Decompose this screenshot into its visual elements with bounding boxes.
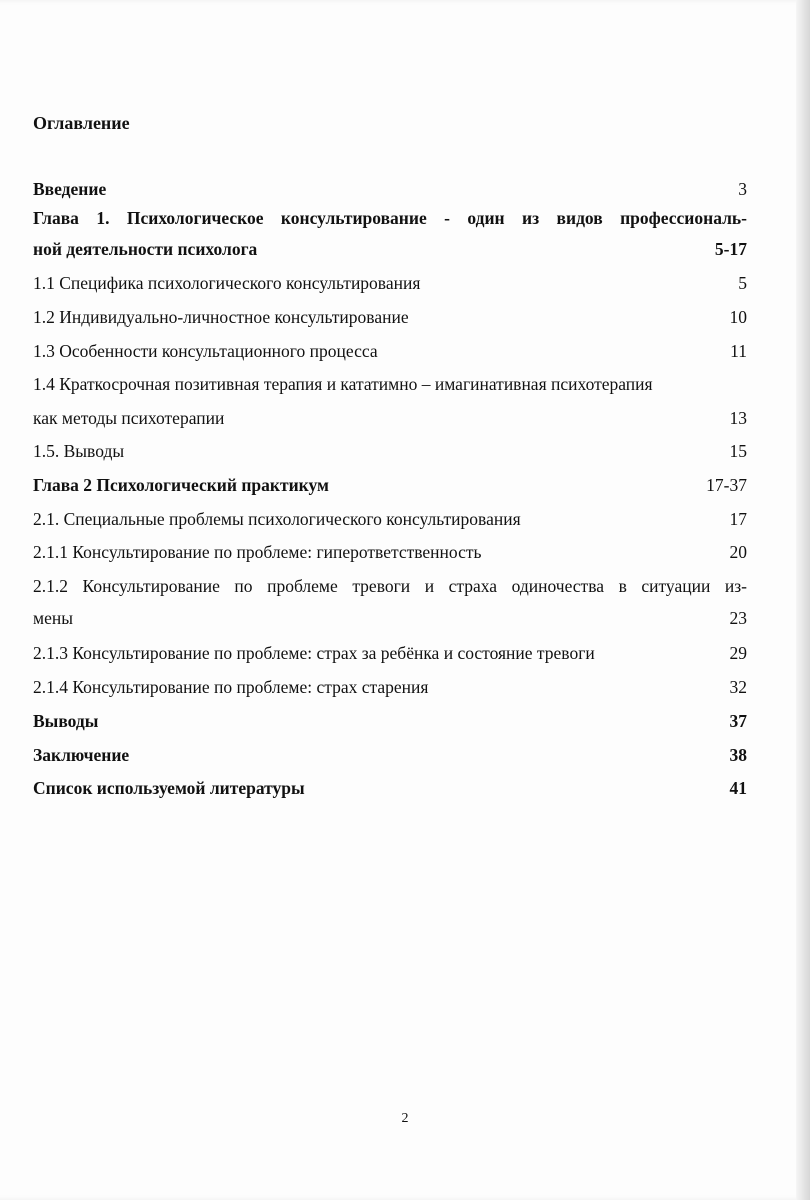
toc-entry-label: Выводы [33,711,99,731]
toc-title: Оглавление [33,113,130,133]
toc-entry-label: Список используемой литературы [33,778,305,798]
toc-entry-label: мены [33,608,73,628]
toc-entry-page: 37 [729,711,747,731]
toc-entry-page: 29 [729,643,747,663]
toc-entry-page: 41 [729,778,747,798]
toc-entry-page: 20 [729,542,747,562]
toc-entry-label: как методы психотерапии [33,408,225,428]
toc-entry-label: 2.1.4 Консультирование по проблеме: страх старения [33,677,429,697]
toc-entry-label: 2.1.1 Консультирование по проблеме: гиперответственность [33,542,482,562]
toc-entry-label: 2.1.3 Консультирование по проблеме: страх за ребёнка и состояние тревоги [33,643,595,663]
toc-entry-label: Введение [33,179,107,199]
toc-entry-chapter-1-line-1: Глава 1. Психологическое консультирование - один из видов профессиональ- [33,208,747,228]
toc-entry-label: 1.1 Специфика психологического консультирования [33,273,421,293]
page-number: 2 [401,1111,409,1126]
toc-entry-page: 17-37 [706,475,747,495]
toc-entry-page: 32 [729,677,747,697]
toc-entry-page: 23 [729,608,747,628]
toc-entry-page: 38 [729,745,747,765]
toc-entry-label: Глава 2 Психологический практикум [33,475,329,495]
toc-entry-label: Заключение [33,745,130,765]
toc-entry-page: 5 [738,273,747,293]
toc-entry-label: 1.5. Выводы [33,441,125,461]
toc-entry-page: 10 [729,307,747,327]
toc-entry-label: 1.3 Особенности консультационного процесса [33,341,378,361]
toc-entry-page: 3 [738,179,747,199]
table-of-contents [33,0,747,1200]
toc-entry-page: 13 [729,408,747,428]
toc-entry-page: 17 [729,509,747,529]
toc-entry-page: 11 [730,341,747,361]
toc-entry-label: 2.1. Специальные проблемы психологического консультирования [33,509,521,529]
toc-entry-page: 15 [729,441,747,461]
toc-entry-label: 1.2 Индивидуально-личностное консультирование [33,307,409,327]
toc-entry-page: 5-17 [714,239,747,259]
toc-entry-label: ной деятельности психолога [33,239,258,259]
toc-entry-label: 1.4 Краткосрочная позитивная терапия и кататимно – имагинативная психотерапия [33,374,653,394]
scan-edge [796,0,810,1200]
toc-entry-section-2-1-2-line-1: 2.1.2 Консультирование по проблеме тревоги и страха одиночества в ситуации из- [33,576,747,596]
